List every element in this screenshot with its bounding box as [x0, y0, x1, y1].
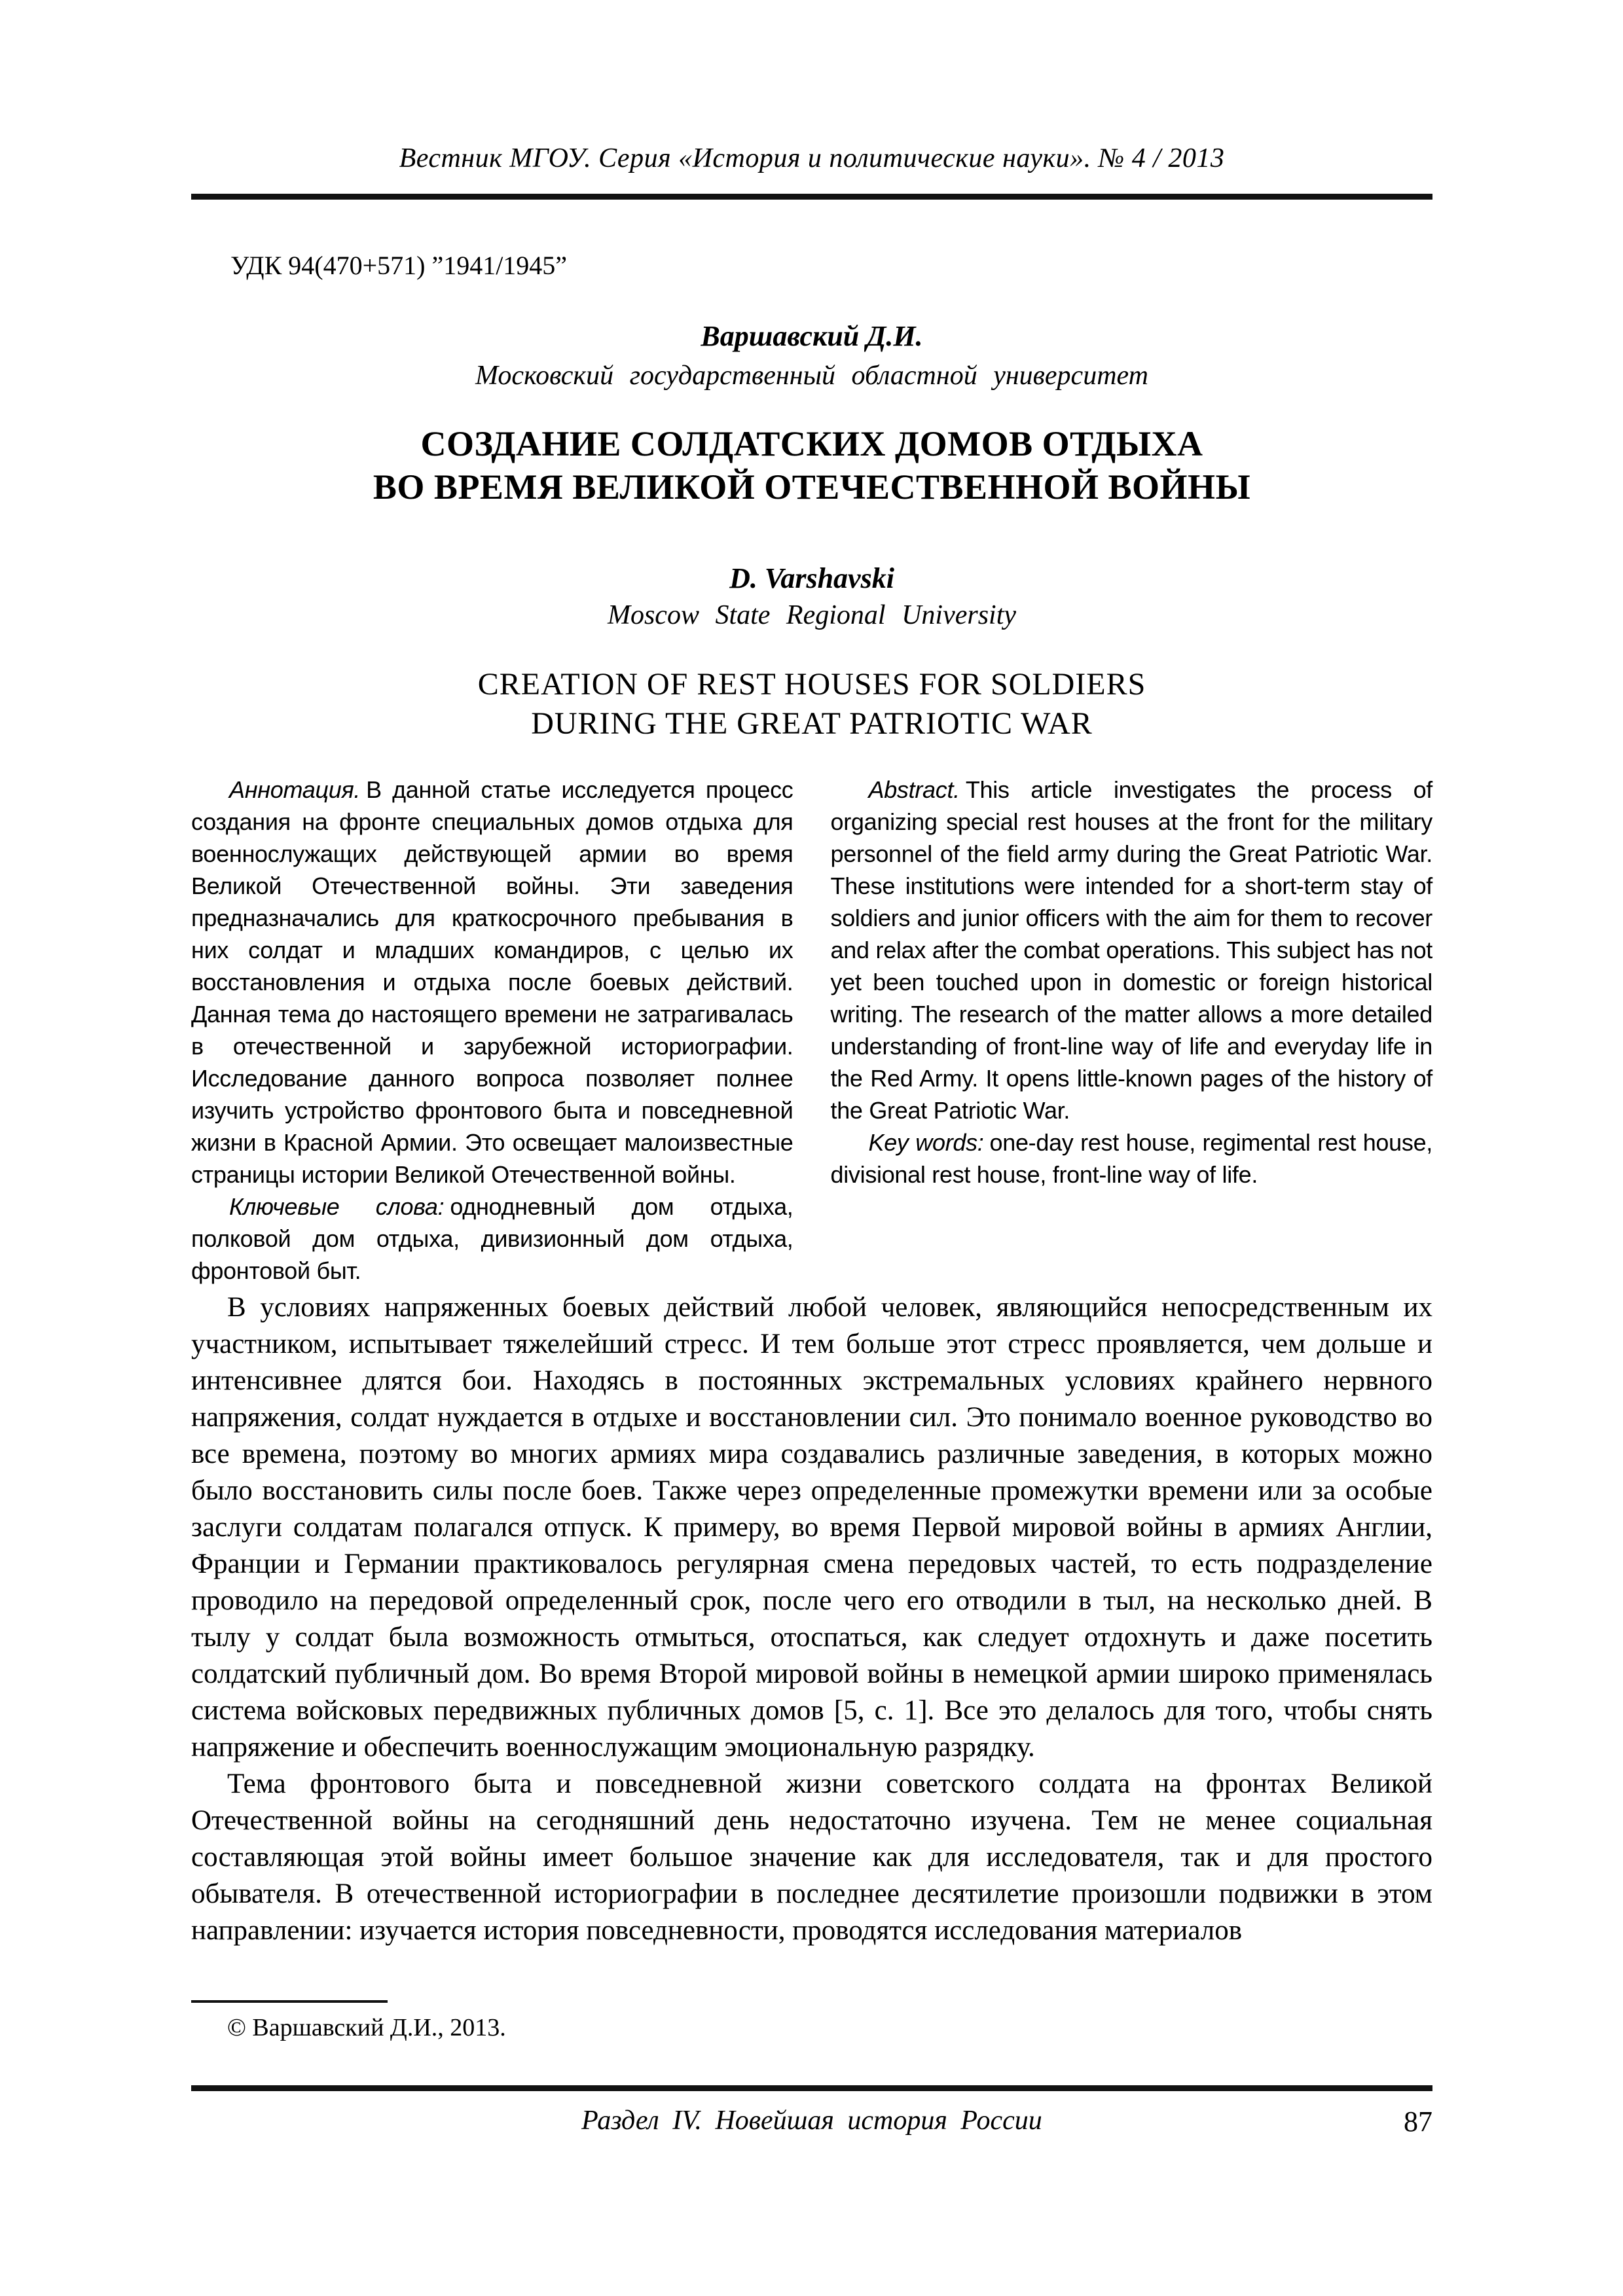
abstract-ru-label: Аннотация. — [229, 776, 361, 803]
keywords-ru-paragraph — [191, 1191, 793, 1287]
footnote-rule — [191, 2000, 388, 2003]
abstract-en-text: This article investigates the process of organizing special rest houses at the front for the military personnel of the field army during the Great Patriotic War. These institutions were intended for a short-term stay of soldiers and junior officers with the aim for them to recover and relax after the combat operations. This subject has not yet been touched upon in domestic or foreign historical writing. The research of the matter allows a more detailed understanding of front-line way of life and everyday life in the Red Army. It opens little-known pages of the history of the Great Patriotic War. — [830, 776, 1432, 1124]
keywords-ru-text: однодневный дом отдыха, полковой дом отдыха, дивизионный дом отдыха, фронтовой быт. — [191, 1193, 793, 1284]
abstract-en-paragraph — [831, 774, 1433, 1126]
section-title: Раздел IV. Новейшая история России — [581, 2106, 1042, 2136]
keywords-en-paragraph — [831, 1126, 1433, 1191]
running-head: Вестник МГОУ. Серия «История и политические науки». № 4 / 2013 — [399, 143, 1225, 173]
abstract-ru-column — [191, 774, 793, 1287]
copyright-note: © Варшавский Д.И., 2013. — [227, 2014, 506, 2041]
keywords-en-label: Key words: — [868, 1129, 984, 1156]
keywords-en-text: one-day rest house, regimental rest house, divisional rest house, front-line way of life. — [830, 1129, 1432, 1188]
footer-rule — [191, 2085, 1432, 2091]
keywords-ru-label: Ключевые слова: — [229, 1193, 445, 1220]
abstract-en-column — [831, 774, 1433, 1287]
author-name-ru: Варшавский Д.И. — [701, 320, 923, 352]
author-name-en: D. Varshavski — [729, 562, 894, 594]
page-number: 87 — [1404, 2106, 1432, 2138]
abstract-en-label: Abstract. — [868, 776, 960, 803]
article-title-en — [191, 665, 1432, 744]
article-title-ru-line1: СОЗДАНИЕ СОЛДАТСКИХ ДОМОВ ОТДЫХА — [420, 424, 1203, 463]
article-body — [191, 1289, 1432, 1949]
abstract-ru-text: В данной статье исследуется процесс создания на фронте специальных домов отдыха для военнослужащих действующей армии во время Великой Отечественной войны. Эти заведения предназначались для краткосрочного пребывания в них солдат и младших командиров, с целью их восстановления и отдыха после боевых действий. Данная тема до настоящего времени не затрагивалась в отечественной и зарубежной историографии. Исследование данного вопроса позволяет полнее изучить устройство фронтового быта и повседневной жизни в Красной Армии. Это освещает малоизвестные страницы истории Великой Отечественной войны. — [191, 776, 793, 1188]
article-title-en-line2: DURING THE GREAT PATRIOTIC WAR — [531, 706, 1093, 741]
affiliation-ru: Московский государственный областной университет — [475, 361, 1148, 391]
abstract-section — [191, 774, 1432, 1287]
article-title-ru-line2: ВО ВРЕМЯ ВЕЛИКОЙ ОТЕЧЕСТВЕННОЙ ВОЙНЫ — [373, 467, 1251, 507]
header-rule — [191, 194, 1432, 200]
udk-code: УДК 94(470+571) ”1941/1945” — [230, 251, 568, 280]
article-title-en-line1: CREATION OF REST HOUSES FOR SOLDIERS — [477, 667, 1146, 702]
body-paragraph-2: Тема фронтового быта и повседневной жизни советского солдата на фронтах Великой Отечественной войны на сегодняшний день недостаточно изучена. Тем не менее социальная составляющая этой войны имеет большое значение как для исследователя, так и для простого обывателя. В отечественной историографии в последнее десятилетие произошли подвижки в этом направлении: изучается история повседневности, проводятся исследования материалов — [191, 1768, 1432, 1946]
affiliation-en: Moscow State Regional University — [607, 600, 1017, 630]
body-paragraph-1: В условиях напряженных боевых действий любой человек, являющийся непосредственным их участником, испытывает тяжелейший стресс. И тем больше этот стресс проявляется, чем дольше и интенсивнее длятся бои. Находясь в постоянных экстремальных условиях крайнего нервного напряжения, солдат нуждается в отдыхе и восстановлении сил. Это понимало военное руководство во все времена, поэтому во многих армиях мира создавались различные заведения, в которых можно было восстановить силы после боев. Также через определенные промежутки времени или за особые заслуги солдатам полагался отпуск. К примеру, во время Первой мировой войны в армиях Англии, Франции и Германии практиковалось регулярная смена передовых частей, то есть подразделение проводило на передовой определенный срок, после чего его отводили в тыл, на несколько дней. В тылу у солдат была возможность отмыться, отоспаться, как следует отдохнуть и даже посетить солдатский публичный дом. Во время Второй мировой войны в немецкой армии широко применялась система войсковых передвижных публичных домов [5, с. 1]. Все это делалось для того, чтобы снять напряжение и обеспечить военнослужащим эмоциональную разрядку. — [191, 1292, 1432, 1763]
page-footer — [191, 2105, 1432, 2136]
abstract-ru-paragraph — [191, 774, 793, 1191]
article-title-ru — [191, 422, 1432, 509]
